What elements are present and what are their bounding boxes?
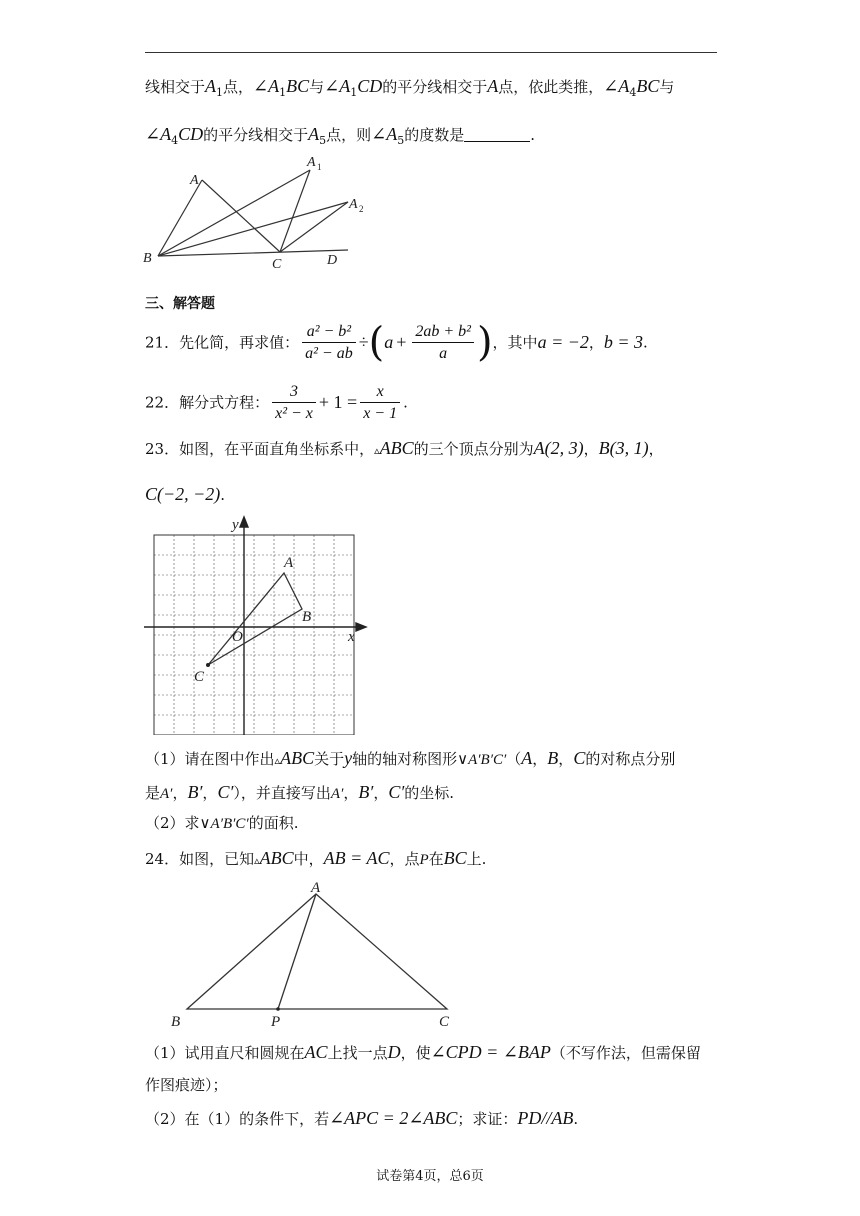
q20-line1: 线相交于$A_1$点，$\angle A_1BC$与$\angle A_1CD$的平分线相交于A点，依此类推，$\angle A_4BC$与 — [145, 76, 675, 99]
grid-label-C: C — [194, 669, 205, 685]
svg-text:1: 1 — [317, 162, 322, 172]
fig20-label-A2: A — [349, 197, 358, 212]
q22: 22．解分式方程： $\frac{3}{\text{x² − x}}$ + 1 = $\frac{x}{x - 1}$ . — [145, 383, 408, 423]
grid-label-O: O — [232, 629, 243, 645]
q23-coordinate-grid — [140, 515, 370, 735]
fig24-label-P: P — [271, 1014, 281, 1030]
section-heading: 三、解答题 — [145, 296, 215, 312]
q24-figure — [165, 880, 465, 1030]
fig20-label-C: C — [272, 257, 282, 272]
q23-sub1-line2: 是A′，B′，C′），并直接写出A′，B′，C′的坐标. — [145, 782, 455, 802]
q24-line1: 24．如图，已知▵ABC中，AB = AC，点P在BC上. — [145, 848, 487, 868]
q23-line2: C(−2, −2). — [145, 484, 226, 504]
fig24-label-A: A — [311, 880, 321, 896]
q20-figure — [138, 150, 368, 275]
q20-line2: $\angle A_4CD$的平分线相交于$A_5$点，则$\angle A_5$的度数是 . — [145, 124, 536, 147]
answer-blank[interactable] — [464, 127, 530, 142]
fig20-label-D: D — [327, 253, 338, 268]
page-footer: 试卷第4页，总6页 — [376, 1169, 484, 1184]
q24-sub1-line2: 作图痕迹）； — [145, 1076, 228, 1094]
q23-sub1-line1: （1）请在图中作出▵ABC关于y轴的轴对称图形∨A′B′C′（A，B，C的对称点分别 — [145, 748, 676, 768]
q21: 21．先化简，再求值： $\frac{\text{a² − b²}}{\text{a² − ab}}$ ÷(a + $\frac{\text{2ab + b²}}{a}$ )，其中a = −2，b = 3. — [145, 319, 648, 366]
fig20-label-A: A — [190, 173, 199, 188]
grid-label-x: x — [348, 629, 355, 645]
grid-label-A: A — [284, 555, 294, 571]
fig20-label-B: B — [143, 251, 152, 266]
header-rule — [145, 52, 717, 53]
q23-line1: 23．如图，在平面直角坐标系中，▵ABC的三个顶点分别为A(2, 3)，B(3, 1)， — [145, 438, 664, 458]
grid-label-B: B — [302, 609, 312, 625]
q23-sub2: （2）求∨A′B′C′的面积. — [145, 814, 299, 832]
q24-sub2: （2）在（1）的条件下，若∠APC = 2∠ABC；求证：PD//AB. — [145, 1108, 579, 1128]
fig24-label-B: B — [171, 1014, 181, 1030]
q24-sub1-line1: （1）试用直尺和圆规在AC上找一点D，使∠CPD = ∠BAP（不写作法，但需保留 — [145, 1042, 701, 1062]
fig20-label-A1: A — [307, 155, 316, 170]
svg-text:2: 2 — [359, 204, 364, 214]
grid-label-y: y — [232, 517, 239, 533]
fig24-label-C: C — [439, 1014, 450, 1030]
